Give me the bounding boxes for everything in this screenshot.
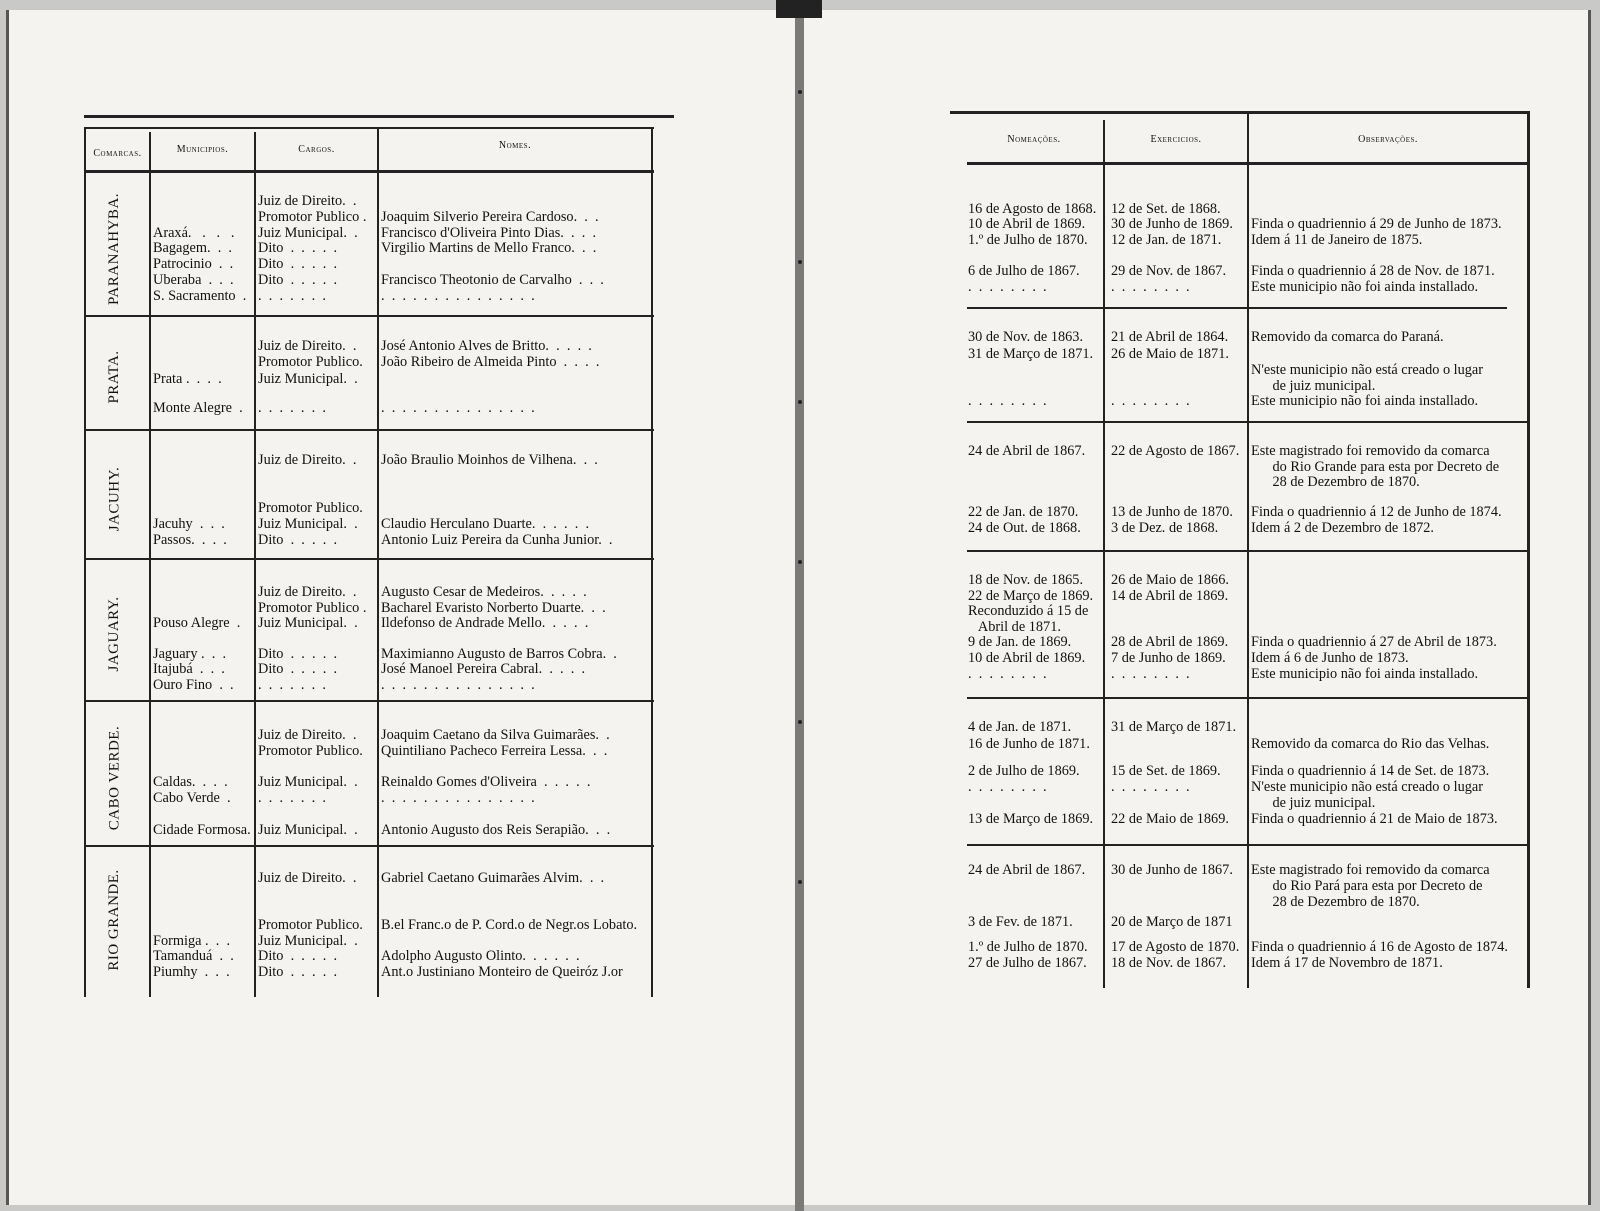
municipio-cell: Ouro Fino . .: [153, 677, 234, 693]
cargo-cell: Juiz de Direito. .: [258, 338, 357, 354]
cargo-cell: Juiz Municipal. .: [258, 822, 358, 838]
exercicio-cell: 21 de Abril de 1864.: [1111, 329, 1229, 345]
exercicio-cell: 18 de Nov. de 1867.: [1111, 955, 1227, 971]
nome-cell: . . . . . . . . . . . . . . .: [381, 677, 535, 693]
observacao-cell: N'este municipio não está creado o lugar: [1251, 779, 1484, 795]
exercicio-cell: . . . . . . . .: [1111, 279, 1190, 295]
exercicio-cell: 22 de Maio de 1869.: [1111, 811, 1229, 827]
exercicio-cell: . . . . . . . .: [1111, 779, 1190, 795]
municipio-cell: Bagagem. . .: [153, 240, 233, 256]
group-rule: [84, 315, 654, 317]
nomeacao-cell: . . . . . . . .: [968, 279, 1047, 295]
table-top-rule: [950, 111, 1530, 114]
comarca-label: PRATA.: [106, 350, 122, 404]
cargo-cell: Juiz de Direito. .: [258, 452, 357, 468]
cargo-cell: Promotor Publico .: [258, 209, 367, 225]
exercicio-cell: 12 de Jan. de 1871.: [1111, 232, 1222, 248]
nomeacao-cell: 1.º de Julho de 1870.: [968, 939, 1088, 955]
cargo-cell: Dito . . . . .: [258, 661, 338, 677]
municipio-cell: Itajubá . . .: [153, 661, 225, 677]
observacao-cell: Este magistrado foi removido da comarca: [1251, 443, 1490, 459]
nomeacao-cell: 24 de Abril de 1867.: [968, 862, 1086, 878]
observacao-cell: Finda o quadriennio á 27 de Abril de 1873.: [1251, 634, 1497, 650]
nomeacao-cell: 24 de Out. de 1868.: [968, 520, 1081, 536]
municipio-cell: Uberaba . . .: [153, 272, 234, 288]
observacao-cell: Finda o quadriennio á 12 de Junho de 1874.: [1251, 504, 1502, 520]
municipio-cell: Tamanduá . .: [153, 948, 234, 964]
exercicio-cell: 13 de Junho de 1870.: [1111, 504, 1233, 520]
nome-cell: José Manoel Pereira Cabral. . . . .: [381, 661, 586, 677]
nome-cell: . . . . . . . . . . . . . . .: [381, 400, 535, 416]
col-divider: [254, 132, 256, 997]
nomeacao-cell: 16 de Junho de 1871.: [968, 736, 1090, 752]
nomeacao-cell: 18 de Nov. de 1865.: [968, 572, 1084, 588]
header-rule: [967, 162, 1527, 165]
municipio-cell: Jaguary . . .: [153, 646, 227, 662]
nomeacao-cell: 27 de Julho de 1867.: [968, 955, 1087, 971]
nomeacao-cell: 4 de Jan. de 1871.: [968, 719, 1072, 735]
group-rule: [84, 700, 654, 702]
observacao-cell: Removido da comarca do Rio das Velhas.: [1251, 736, 1490, 752]
group-rule: [967, 844, 1527, 846]
nome-cell: Joaquim Caetano da Silva Guimarães. .: [381, 727, 610, 743]
nome-cell: Virgilio Martins de Mello Franco. . .: [381, 240, 597, 256]
observacao-cell: Idem á 2 de Dezembro de 1872.: [1251, 520, 1435, 536]
nomeacao-cell: . . . . . . . .: [968, 393, 1047, 409]
comarca-label: JAGUARY.: [106, 596, 122, 672]
municipio-cell: Cabo Verde .: [153, 790, 231, 806]
table-top-rule: [84, 115, 674, 118]
exercicio-cell: 14 de Abril de 1869.: [1111, 588, 1229, 604]
municipio-cell: Araxá. . . .: [153, 225, 235, 241]
cargo-cell: Juiz Municipal. .: [258, 225, 358, 241]
nomeacao-cell: 31 de Março de 1871.: [968, 346, 1094, 362]
nome-cell: Ant.o Justiniano Monteiro de Queiróz J.or: [381, 964, 623, 980]
municipio-cell: Cidade Formosa.: [153, 822, 251, 838]
observacao-cell: de juiz municipal.: [1251, 378, 1376, 394]
binding-stitch: [798, 560, 802, 564]
exercicio-cell: 30 de Junho de 1867.: [1111, 862, 1233, 878]
header-rule: [84, 170, 654, 173]
exercicio-cell: 31 de Março de 1871.: [1111, 719, 1237, 735]
observacao-cell: de juiz municipal.: [1251, 795, 1376, 811]
exercicio-cell: 12 de Set. de 1868.: [1111, 201, 1221, 217]
nome-cell: B.el Franc.o de P. Cord.o de Negr.os Lobato.: [381, 917, 638, 933]
nomeacao-cell: 2 de Julho de 1869.: [968, 763, 1080, 779]
nomeacao-cell: 9 de Jan. de 1869.: [968, 634, 1072, 650]
nome-cell: . . . . . . . . . . . . . . .: [381, 790, 535, 806]
nome-cell: Claudio Herculano Duarte. . . . . .: [381, 516, 590, 532]
cargo-cell: Promotor Publico.: [258, 354, 363, 370]
nome-cell: Joaquim Silverio Pereira Cardoso. . .: [381, 209, 599, 225]
col-divider: [1103, 120, 1105, 988]
municipio-cell: S. Sacramento .: [153, 288, 247, 304]
nome-cell: Bacharel Evaristo Norberto Duarte. . .: [381, 600, 606, 616]
exercicio-cell: 7 de Junho de 1869.: [1111, 650, 1226, 666]
cargo-cell: . . . . . . .: [258, 790, 326, 806]
municipio-cell: Patrocinio . .: [153, 256, 234, 272]
exercicio-cell: 26 de Maio de 1871.: [1111, 346, 1229, 362]
cargo-cell: Juiz Municipal. .: [258, 615, 358, 631]
group-rule: [967, 421, 1527, 423]
observacao-cell: Este magistrado foi removido da comarca: [1251, 862, 1490, 878]
header-nomes: Nomes.: [498, 140, 532, 151]
nome-cell: Antonio Augusto dos Reis Serapião. . .: [381, 822, 611, 838]
header-exercicios: Exercicios.: [1150, 134, 1202, 145]
nome-cell: Ildefonso de Andrade Mello. . . . .: [381, 615, 589, 631]
cargo-cell: Promotor Publico.: [258, 500, 363, 516]
nomeacao-cell: 10 de Abril de 1869.: [968, 650, 1086, 666]
nome-cell: Francisco Theotonio de Carvalho . . .: [381, 272, 604, 288]
group-rule: [84, 558, 654, 560]
observacao-cell: Este municipio não foi ainda installado.: [1251, 666, 1479, 682]
observacao-cell: do Rio Pará para esta por Decreto de: [1251, 878, 1483, 894]
observacao-cell: Este municipio não foi ainda installado.: [1251, 279, 1479, 295]
observacao-cell: Finda o quadriennio á 28 de Nov. de 1871.: [1251, 263, 1495, 279]
cargo-cell: Promotor Publico.: [258, 917, 363, 933]
nomeacao-cell: . . . . . . . .: [968, 779, 1047, 795]
municipio-cell: Prata . . . .: [153, 371, 222, 387]
nome-cell: . . . . . . . . . . . . . . .: [381, 288, 535, 304]
observacao-cell: 28 de Dezembro de 1870.: [1251, 474, 1420, 490]
municipio-cell: Monte Alegre .: [153, 400, 243, 416]
nomeacao-cell: 1.º de Julho de 1870.: [968, 232, 1088, 248]
header-nomeacoes: Nomeações.: [1007, 134, 1061, 145]
exercicio-cell: . . . . . . . .: [1111, 393, 1190, 409]
cargo-cell: Juiz Municipal. .: [258, 516, 358, 532]
binding-stitch: [798, 720, 802, 724]
nomeacao-cell: Reconduzido á 15 de: [968, 603, 1089, 619]
cargo-cell: . . . . . . .: [258, 288, 326, 304]
observacao-cell: Removido da comarca do Paraná.: [1251, 329, 1444, 345]
nome-cell: Francisco d'Oliveira Pinto Dias. . . .: [381, 225, 597, 241]
nomeacao-cell: 13 de Março de 1869.: [968, 811, 1094, 827]
binding-stitch: [798, 880, 802, 884]
observacao-cell: N'este municipio não está creado o lugar: [1251, 362, 1484, 378]
municipio-cell: Passos. . . .: [153, 532, 227, 548]
nome-cell: José Antonio Alves de Britto. . . . .: [381, 338, 592, 354]
observacao-cell: Idem á 17 de Novembro de 1871.: [1251, 955, 1443, 971]
exercicio-cell: 30 de Junho de 1869.: [1111, 216, 1233, 232]
observacao-cell: Finda o quadriennio á 14 de Set. de 1873.: [1251, 763, 1490, 779]
exercicio-cell: 28 de Abril de 1869.: [1111, 634, 1229, 650]
cargo-cell: Dito . . . . .: [258, 272, 338, 288]
cargo-cell: Promotor Publico.: [258, 743, 363, 759]
cargo-cell: Dito . . . . .: [258, 256, 338, 272]
group-rule: [967, 697, 1527, 699]
cargo-cell: . . . . . . .: [258, 677, 326, 693]
nome-cell: João Braulio Moinhos de Vilhena. . .: [381, 452, 598, 468]
municipio-cell: Formiga . . .: [153, 933, 231, 949]
nomeacao-cell: 22 de Março de 1869.: [968, 588, 1094, 604]
cargo-cell: Dito . . . . .: [258, 964, 338, 980]
binding-tab: [776, 0, 822, 18]
exercicio-cell: 20 de Março de 1871: [1111, 914, 1233, 930]
cargo-cell: Juiz Municipal. .: [258, 933, 358, 949]
group-rule: [84, 845, 654, 847]
header-comarcas: Comarcas.: [93, 148, 142, 159]
nomeacao-cell: 10 de Abril de 1869.: [968, 216, 1086, 232]
nome-cell: Augusto Cesar de Medeiros. . . . .: [381, 584, 587, 600]
group-rule: [84, 429, 654, 431]
exercicio-cell: 29 de Nov. de 1867.: [1111, 263, 1227, 279]
table-top-rule-2: [84, 127, 654, 129]
observacao-cell: Finda o quadriennio á 29 de Junho de 1873.: [1251, 216, 1502, 232]
observacao-cell: Finda o quadriennio á 21 de Maio de 1873.: [1251, 811, 1498, 827]
municipio-cell: Caldas. . . .: [153, 774, 228, 790]
col-divider: [651, 127, 653, 997]
nome-cell: Quintiliano Pacheco Ferreira Lessa. . .: [381, 743, 608, 759]
binding-stitch: [798, 90, 802, 94]
cargo-cell: Dito . . . . .: [258, 532, 338, 548]
cargo-cell: Juiz de Direito. .: [258, 727, 357, 743]
binding-stitch: [798, 400, 802, 404]
observacao-cell: Idem á 6 de Junho de 1873.: [1251, 650, 1409, 666]
cargo-cell: Juiz Municipal. .: [258, 774, 358, 790]
comarca-label: JACUHY.: [106, 466, 122, 531]
cargo-cell: Dito . . . . .: [258, 948, 338, 964]
right-page: [802, 10, 1591, 1205]
group-rule: [967, 550, 1527, 552]
header-municipios: Municipios.: [176, 144, 229, 155]
observacao-cell: Finda o quadriennio á 16 de Agosto de 1874.: [1251, 939, 1508, 955]
nomeacao-cell: Abril de 1871.: [968, 619, 1061, 635]
nomeacao-cell: 22 de Jan. de 1870.: [968, 504, 1079, 520]
comarca-label: CABO VERDE.: [106, 725, 122, 830]
binding-stitch: [798, 260, 802, 264]
nomeacao-cell: 3 de Fev. de 1871.: [968, 914, 1073, 930]
nomeacao-cell: 16 de Agosto de 1868.: [968, 201, 1097, 217]
exercicio-cell: . . . . . . . .: [1111, 666, 1190, 682]
exercicio-cell: 3 de Dez. de 1868.: [1111, 520, 1219, 536]
comarca-label: PARANAHYBA.: [106, 192, 122, 306]
observacao-cell: do Rio Grande para esta por Decreto de: [1251, 459, 1500, 475]
nome-cell: Antonio Luiz Pereira da Cunha Junior. .: [381, 532, 613, 548]
municipio-cell: Piumhy . . .: [153, 964, 230, 980]
nomeacao-cell: 6 de Julho de 1867.: [968, 263, 1080, 279]
header-cargos: Cargos.: [298, 144, 335, 155]
cargo-cell: . . . . . . .: [258, 400, 326, 416]
nomeacao-cell: 30 de Nov. de 1863.: [968, 329, 1084, 345]
observacao-cell: Idem á 11 de Janeiro de 1875.: [1251, 232, 1423, 248]
nomeacao-cell: 24 de Abril de 1867.: [968, 443, 1086, 459]
exercicio-cell: 22 de Agosto de 1867.: [1111, 443, 1240, 459]
cargo-cell: Juiz de Direito. .: [258, 584, 357, 600]
exercicio-cell: 15 de Set. de 1869.: [1111, 763, 1221, 779]
nomeacao-cell: . . . . . . . .: [968, 666, 1047, 682]
book-gutter: [795, 0, 804, 1211]
cargo-cell: Juiz Municipal. .: [258, 371, 358, 387]
nome-cell: Reinaldo Gomes d'Oliveira . . . . .: [381, 774, 591, 790]
municipio-cell: Jacuhy . . .: [153, 516, 225, 532]
cargo-cell: Juiz de Direito. .: [258, 193, 357, 209]
nome-cell: Adolpho Augusto Olinto. . . . . .: [381, 948, 580, 964]
col-divider: [84, 127, 86, 997]
col-divider: [1527, 114, 1530, 988]
municipio-cell: Pouso Alegre .: [153, 615, 241, 631]
cargo-cell: Dito . . . . .: [258, 240, 338, 256]
header-observacoes: Observações.: [1358, 134, 1418, 145]
nome-cell: Maximianno Augusto de Barros Cobra. .: [381, 646, 617, 662]
cargo-cell: Dito . . . . .: [258, 646, 338, 662]
cargo-cell: Juiz de Direito. .: [258, 870, 357, 886]
col-divider: [377, 127, 379, 997]
observacao-cell: Este municipio não foi ainda installado.: [1251, 393, 1479, 409]
exercicio-cell: 26 de Maio de 1866.: [1111, 572, 1229, 588]
comarca-label: RIO GRANDE.: [106, 869, 122, 971]
col-divider: [149, 132, 151, 997]
group-rule: [967, 307, 1507, 309]
nome-cell: Gabriel Caetano Guimarães Alvim. . .: [381, 870, 605, 886]
cargo-cell: Promotor Publico .: [258, 600, 367, 616]
observacao-cell: 28 de Dezembro de 1870.: [1251, 894, 1420, 910]
exercicio-cell: 17 de Agosto de 1870.: [1111, 939, 1240, 955]
nome-cell: João Ribeiro de Almeida Pinto . . . .: [381, 354, 600, 370]
